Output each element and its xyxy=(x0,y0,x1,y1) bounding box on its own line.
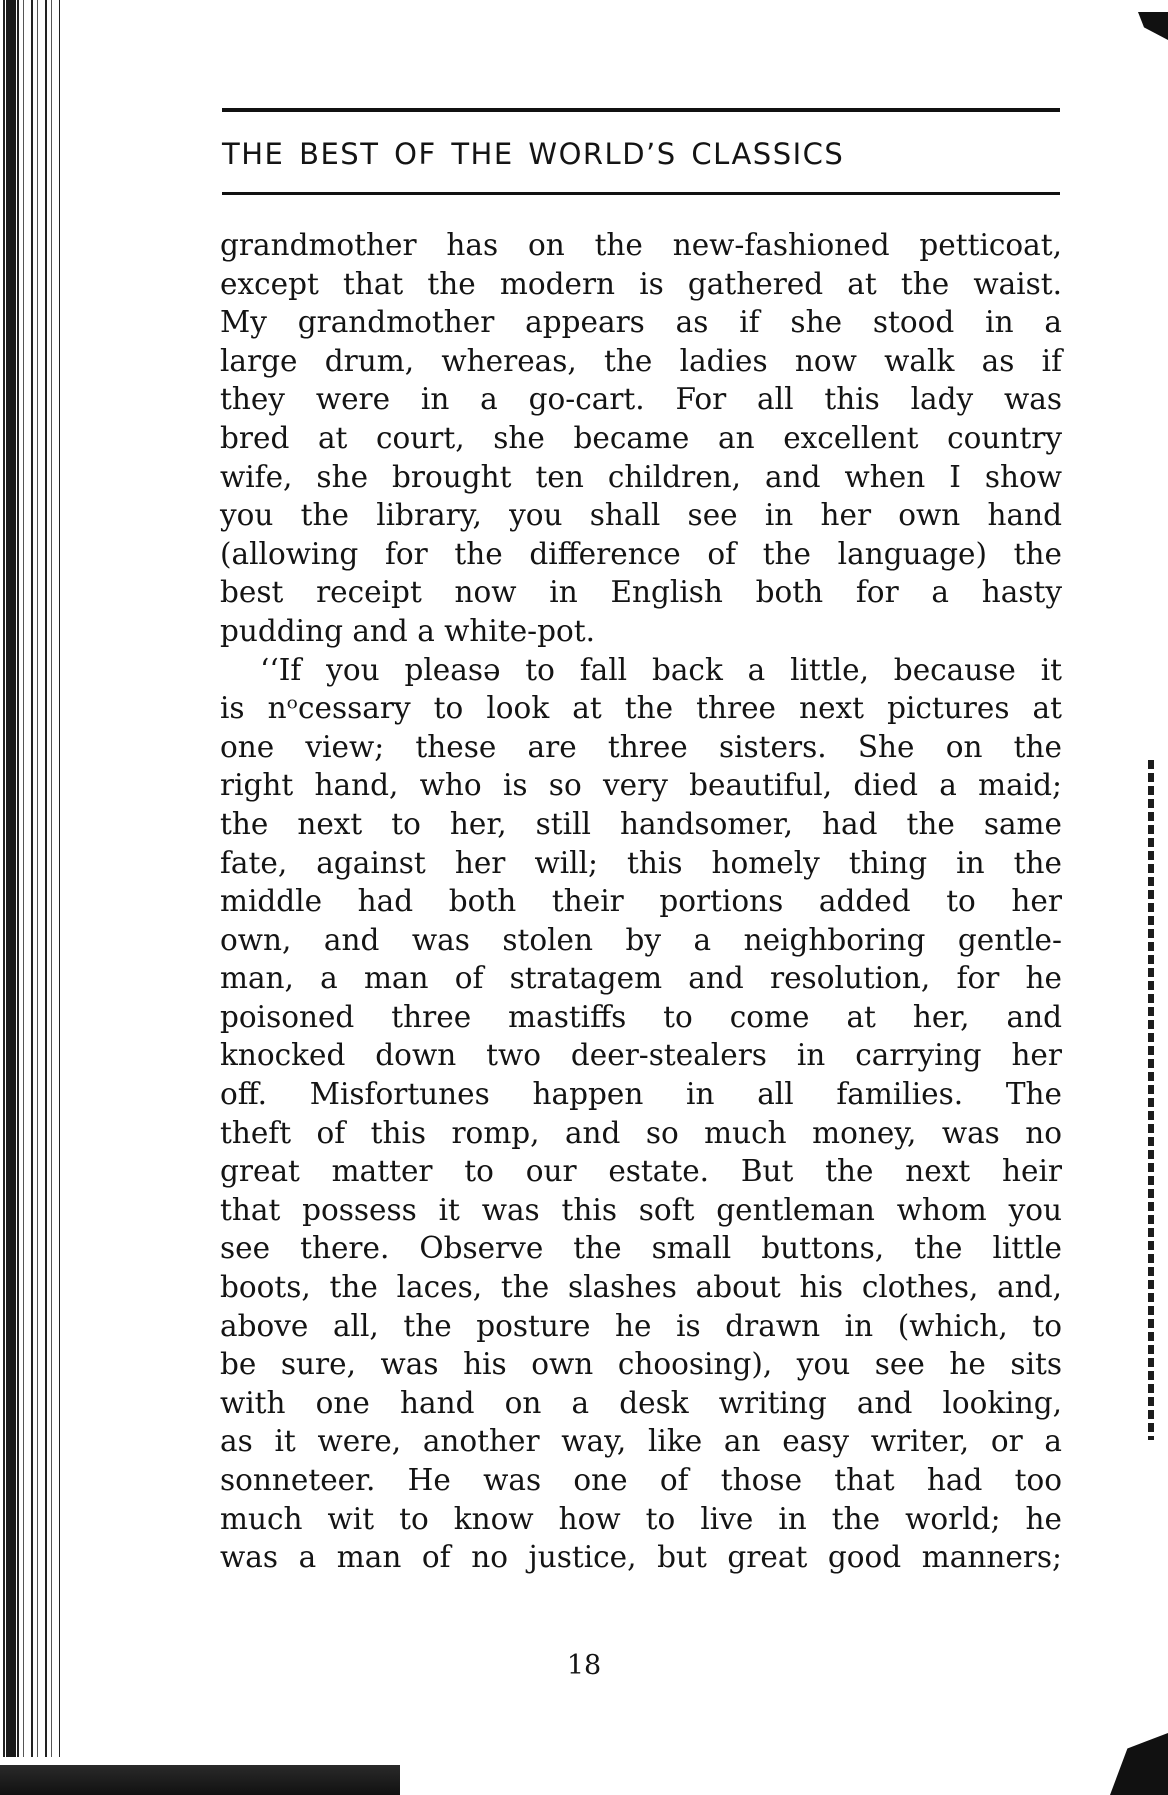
text-line: man, a man of stratagem and resolution, for he xyxy=(220,961,1062,996)
text-line: with one hand on a desk writing and looking, xyxy=(220,1385,1062,1420)
text-line: see there. Observe the small buttons, the little xyxy=(220,1231,1062,1266)
text-line: was a man of no justice, but great good manners; xyxy=(220,1540,1062,1575)
text-line: except that the modern is gathered at the waist. xyxy=(220,266,1062,301)
text-line: wife, she brought ten children, and when I show xyxy=(220,459,1062,494)
text-line: boots, the laces, the slashes about his clothes, and, xyxy=(220,1270,1062,1305)
text-line: as it were, another way, like an easy writer, or a xyxy=(220,1424,1062,1459)
text-line: grandmother has on the new-fashioned petticoat, xyxy=(220,228,1062,262)
text-line: knocked down two deer-stealers in carrying her xyxy=(220,1038,1062,1073)
text-line: poisoned three mastiffs to come at her, and xyxy=(220,999,1062,1034)
text-line: off. Misfortunes happen in all families. The xyxy=(220,1077,1062,1112)
text-line: middle had both their portions added to her xyxy=(220,884,1062,919)
body-text xyxy=(220,226,1062,1577)
header-rule-bottom xyxy=(222,192,1060,195)
text-line: best receipt now in English both for a hasty xyxy=(220,575,1062,610)
binding-edge-bottom xyxy=(0,1757,400,1795)
scan-corner-mark-top xyxy=(1138,12,1168,40)
text-line: be sure, was his own choosing), you see he sits xyxy=(220,1347,1062,1382)
text-line: sonneteer. He was one of those that had too xyxy=(220,1463,1062,1497)
text-line: pudding and a white-pot. xyxy=(220,613,596,648)
text-line: right hand, who is so very beautiful, died a maid; xyxy=(220,768,1062,803)
text-line: you the library, you shall see in her own hand xyxy=(220,498,1062,533)
text-line: (allowing for the difference of the language) the xyxy=(220,536,1062,571)
scan-corner-mark-bottom xyxy=(1110,1733,1168,1795)
text-line: theft of this romp, and so much money, was no xyxy=(220,1115,1062,1150)
binding-edge-left xyxy=(0,0,60,1795)
header-rule-top xyxy=(222,108,1060,112)
text-line: own, and was stolen by a neighboring gentle- xyxy=(220,922,1062,957)
text-line: that possess it was this soft gentleman whom you xyxy=(220,1192,1062,1227)
text-line: great matter to our estate. But the next heir xyxy=(220,1154,1062,1189)
text-line: one view; these are three sisters. She on the xyxy=(220,729,1062,764)
text-line: large drum, whereas, the ladies now walk as if xyxy=(220,343,1062,378)
text-line: fate, against her will; this homely thing in the xyxy=(220,845,1062,880)
text-line: is nᵒcessary to look at the three next pictures at xyxy=(220,691,1062,726)
running-head: THE BEST OF THE WORLD’S CLASSICS xyxy=(222,137,845,171)
page-number: 18 xyxy=(566,1650,602,1681)
text-line: My grandmother appears as if she stood in a xyxy=(220,305,1062,340)
text-line: the next to her, still handsomer, had the same xyxy=(220,806,1062,841)
text-line: ‘‘If you pleasə to fall back a little, because it xyxy=(260,652,1062,687)
text-line: above all, the posture he is drawn in (which, to xyxy=(220,1308,1062,1343)
text-line: they were in a go-cart. For all this lady was xyxy=(220,382,1062,417)
text-line: much wit to know how to live in the world; he xyxy=(220,1501,1062,1536)
scan-edge-shadow-right xyxy=(1148,760,1154,1440)
text-line: bred at court, she became an excellent country xyxy=(220,420,1062,455)
